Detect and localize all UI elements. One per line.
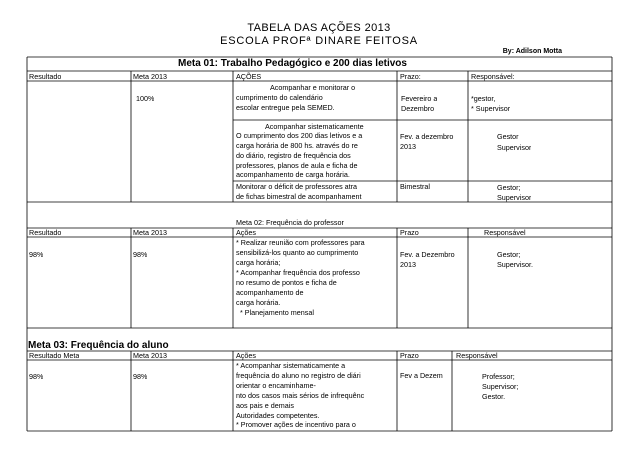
school-name: ESCOLA PROFª DINARE FEITOSA [220, 35, 418, 47]
meta2-acao-line: no resumo de pontos e ficha de [236, 278, 337, 287]
meta1-row3-acao-line: Monitorar o déficit de professores atra [236, 182, 358, 191]
meta1-row2-acao-line: acompanhamento de carga horária. [236, 170, 350, 179]
author-credit: By: Adilson Motta [502, 48, 562, 55]
meta3-resp-line: • Gestor. [482, 392, 505, 402]
header-acoes: AÇÕES [236, 72, 262, 81]
meta2-title: Meta 02: Frequência do professor [236, 218, 344, 227]
meta1-row2-acao-line: O cumprimento dos 200 dias letivos e a [236, 131, 363, 140]
meta1-row1-prazo-line: Fevereiro a [401, 94, 438, 103]
meta3-prazo-line: Fev a Dezem [400, 371, 443, 380]
document-title: TABELA DAS AÇÕES 2013 [247, 22, 391, 34]
meta1-title: Meta 01: Trabalho Pedagógico e 200 dias letivos [178, 58, 407, 69]
meta1-row3-resp-line: • Supervisor [497, 193, 531, 203]
meta2-acao-line: sensibilizá-los quanto ao cumprimento [236, 248, 359, 257]
meta1-row1-prazo-line: Dezembro [401, 104, 435, 113]
header-prazo: Prazo [400, 228, 419, 237]
meta3-value: 98% [133, 372, 148, 381]
header-meta: Meta 2013 [133, 72, 167, 81]
meta1-row1-acao-line: cumprimento do calendário [236, 93, 323, 102]
meta3-acao-line: * Acompanhar sistematicamente a [236, 361, 346, 370]
meta3-resultado: 98% [29, 372, 44, 381]
meta3-resp-line: • Supervisor; [482, 382, 518, 392]
meta2-resp-line: • Gestor; [497, 250, 521, 260]
meta2-value: 98% [133, 250, 148, 259]
meta2-acao-line: * Acompanhar frequência dos professo [236, 268, 360, 277]
meta3-resp-line: • Professor; [482, 372, 515, 382]
meta1-row1-acao-line: escolar entregue pela SEMED. [236, 103, 335, 112]
meta3-acao-line: * Promover ações de incentivo para o [236, 420, 356, 429]
header-responsavel: Responsável [484, 228, 526, 237]
meta2-prazo-line: Fev. a Dezembro [400, 250, 455, 259]
meta1-row3-resp-line: • Gestor; [497, 183, 521, 193]
meta1-value: 100% [136, 94, 155, 103]
meta2-prazo-line: 2013 [400, 260, 416, 269]
meta1-row2-acao-line: carga horária de 800 hs. através do re [236, 141, 358, 150]
header-acoes: Ações [236, 228, 256, 237]
header-prazo: Prazo: [400, 72, 421, 81]
meta3-acao-line: aos pais e demais [236, 401, 294, 410]
meta2-acao-line: * Realizar reunião com professores para [236, 238, 365, 247]
header-meta: Meta 2013 [133, 228, 167, 237]
meta2-acao-line: carga horária; [236, 258, 281, 267]
header-prazo: Prazo [400, 351, 419, 360]
meta1-row2-acao-line: • Acompanhar sistematicamente [265, 122, 396, 132]
header-resultado: Resultado Meta [29, 351, 80, 360]
meta1-row1-resp-line: *gestor, [471, 94, 496, 103]
meta3-acao-line: frequência do aluno no registro de diári [236, 371, 361, 380]
meta1-row2-resp-line: • Gestor [497, 132, 519, 142]
meta1-row2-resp-line: • Supervisor [497, 143, 531, 153]
meta2-resp-line: • Supervisor. [497, 260, 533, 270]
meta1-row2-prazo-line: Fev. a dezembro [400, 132, 454, 141]
meta1-row3-acao-line: de fichas bimestral de acompanhament [236, 192, 362, 201]
header-responsavel: Responsável: [471, 72, 515, 81]
meta1-row2-prazo-line: 2013 [400, 142, 416, 151]
header-meta: Meta 2013 [133, 351, 167, 360]
meta3-acao-line: nto dos casos mais sérios de infrequênc [236, 391, 365, 400]
meta1-row2-acao-line: professores, planos de aula e ficha de [236, 161, 358, 170]
meta2-acao-line: acompanhamento de [236, 288, 304, 297]
header-responsavel: Responsável [456, 351, 498, 360]
header-resultado: Resultado [29, 72, 62, 81]
meta1-row2-acao-line: do diário, registro de frequência dos [236, 151, 351, 160]
header-resultado: Resultado [29, 228, 62, 237]
meta2-acao-line: * Planejamento mensal [240, 308, 314, 317]
meta1-row1-resp-line: * Supervisor [471, 104, 511, 113]
meta1-row3-prazo-line: Bimestral [400, 182, 430, 191]
meta1-row1-acao-line: • Acompanhar e monitorar o [270, 83, 396, 93]
meta3-acao-line: Autoridades competentes. [236, 411, 320, 420]
meta3-acao-line: orientar o encaminhame- [236, 381, 316, 390]
meta3-title: Meta 03: Frequência do aluno [28, 340, 169, 351]
header-acoes: Ações [236, 351, 256, 360]
meta2-resultado: 98% [29, 250, 44, 259]
meta2-acao-line: carga horária. [236, 298, 281, 307]
